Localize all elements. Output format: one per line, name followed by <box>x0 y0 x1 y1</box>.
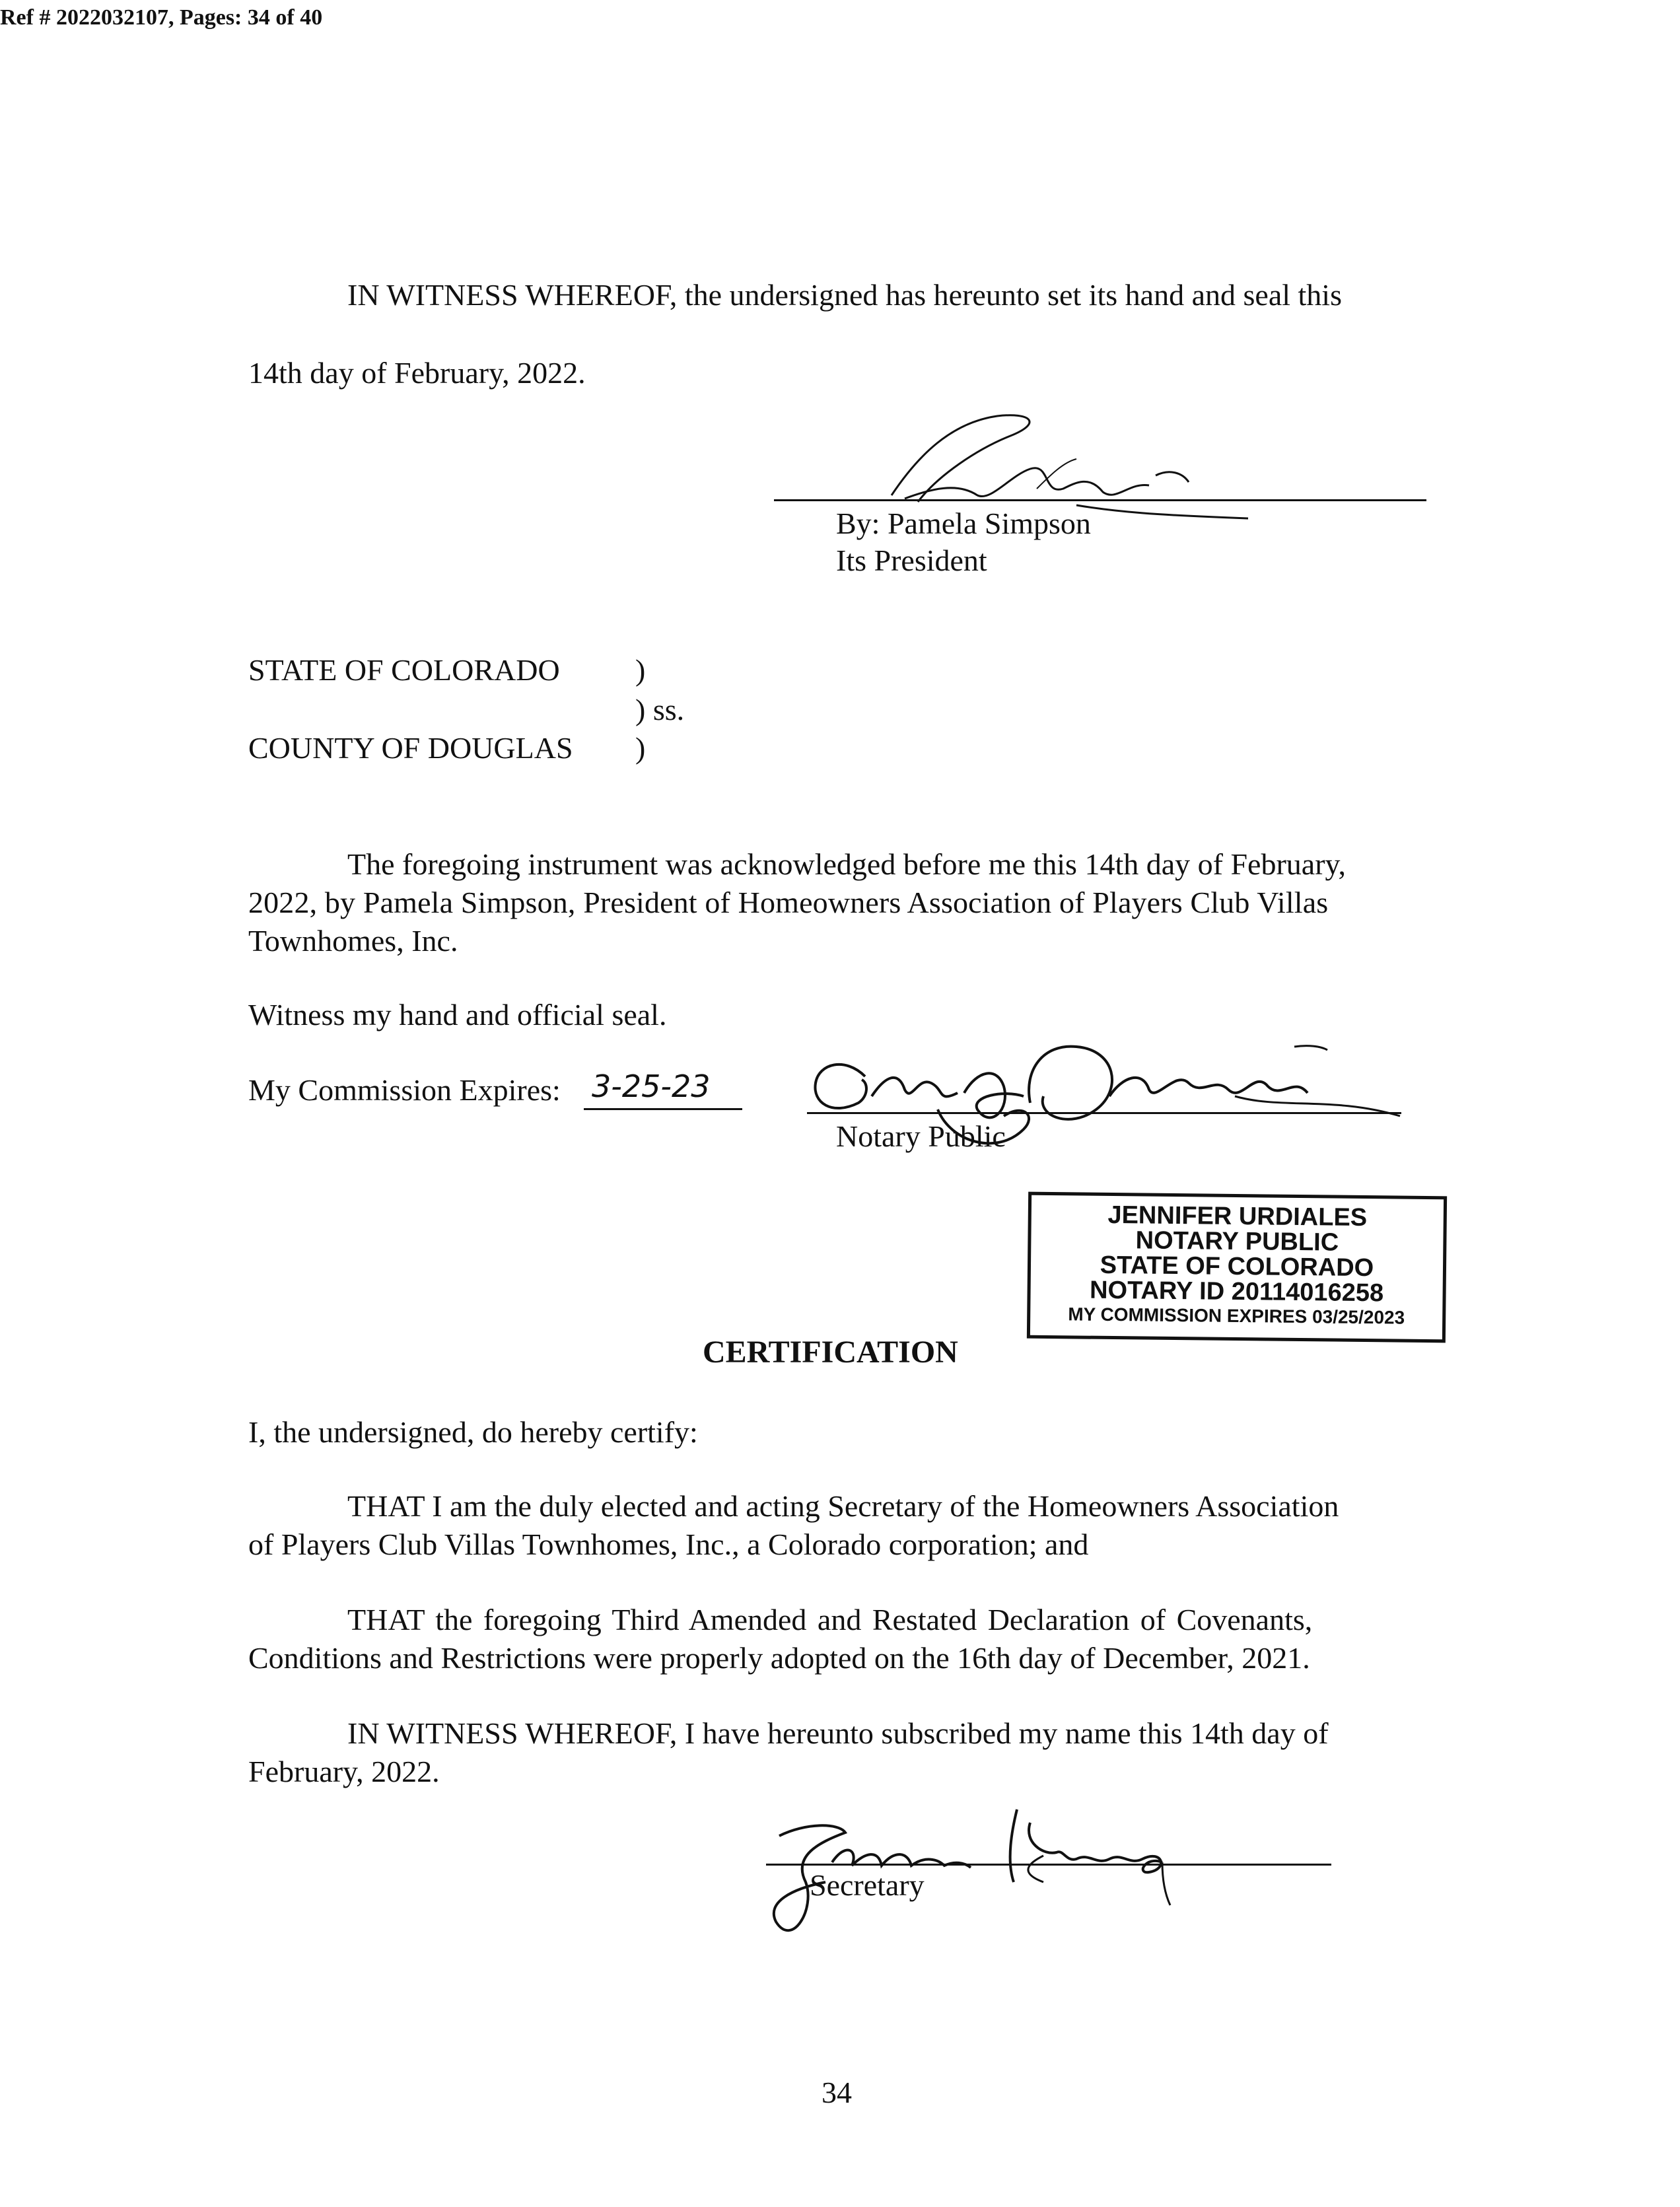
page-number: 34 <box>822 2076 852 2109</box>
stamp-name: JENNIFER URDIALES <box>1107 1201 1368 1232</box>
stamp-state: STATE OF COLORADO <box>1100 1251 1374 1282</box>
certification-p2-line-2: Conditions and Restrictions were properly adopted on the 16th day of December, 2021. <box>248 1641 1310 1675</box>
acknowledgment-line-3: Townhomes, Inc. <box>248 924 458 958</box>
stamp-notary-public: NOTARY PUBLIC <box>1135 1226 1339 1257</box>
venue-ss: ) ss. <box>635 693 685 726</box>
certification-p1-line-1: THAT I am the duly elected and acting Secretary of the Homeowners Association <box>347 1489 1339 1523</box>
notary-signature-line <box>807 1112 1401 1114</box>
secretary-title: Secretary <box>810 1868 925 1902</box>
venue-paren-1: ) <box>635 653 646 687</box>
certification-p3-line-1: IN WITNESS WHEREOF, I have hereunto subscribed my name this 14th day of <box>347 1716 1329 1750</box>
stamp-notary-id: NOTARY ID 20114016258 <box>1089 1276 1384 1308</box>
acknowledgment-line-2: 2022, by Pamela Simpson, President of Homeowners Association of Players Club Villas <box>248 886 1329 919</box>
notary-stamp <box>1027 1192 1447 1343</box>
commission-expires-label: My Commission Expires: <box>248 1073 561 1107</box>
commission-expires-date: 3-25-23 <box>592 1068 711 1104</box>
certification-p3-line-2: February, 2022. <box>248 1755 440 1788</box>
certification-p2-line-1: THAT the foregoing Third Amended and Restated Declaration of Covenants, <box>347 1603 1313 1636</box>
commission-date-line <box>584 1108 742 1110</box>
notary-witness-statement: Witness my hand and official seal. <box>248 998 667 1032</box>
acknowledgment-line-1: The foregoing instrument was acknowledged before me this 14th day of February, <box>347 847 1347 881</box>
president-name: By: Pamela Simpson <box>836 507 1091 540</box>
president-title: Its President <box>836 543 987 577</box>
witness-line-2: 14th day of February, 2022. <box>248 356 586 390</box>
certification-p1-line-2: of Players Club Villas Townhomes, Inc., a Colorado corporation; and <box>248 1527 1089 1561</box>
stamp-commission-expires: MY COMMISSION EXPIRES 03/25/2023 <box>1068 1304 1405 1328</box>
secretary-signature-line <box>766 1864 1331 1866</box>
certification-intro: I, the undersigned, do hereby certify: <box>248 1415 698 1449</box>
president-signature-line <box>774 499 1426 501</box>
venue-state: STATE OF COLORADO <box>248 653 560 687</box>
certification-heading: CERTIFICATION <box>703 1335 958 1370</box>
venue-county: COUNTY OF DOUGLAS <box>248 731 573 765</box>
venue-paren-2: ) <box>635 731 646 765</box>
witness-line-1: IN WITNESS WHEREOF, the undersigned has hereunto set its hand and seal this <box>347 278 1342 312</box>
notary-role: Notary Public <box>836 1119 1006 1153</box>
document-reference: Ref # 2022032107, Pages: 34 of 40 <box>0 5 323 30</box>
